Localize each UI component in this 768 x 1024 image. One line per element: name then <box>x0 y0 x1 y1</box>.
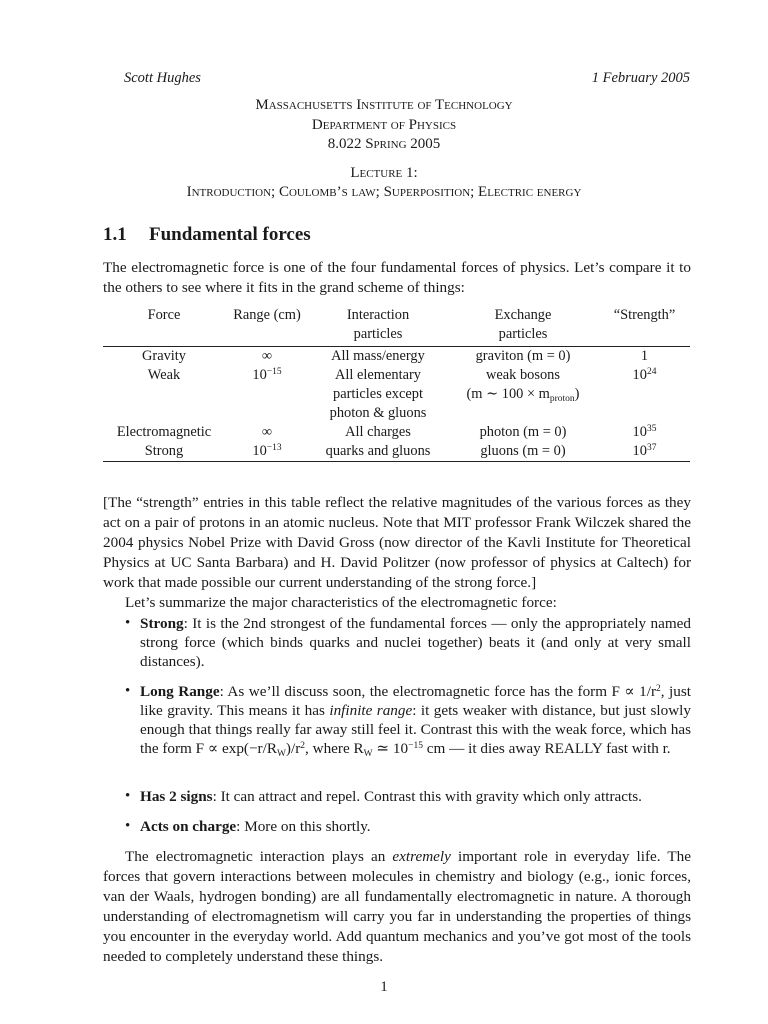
cell-exchange: gluons (m = 0) <box>447 442 599 462</box>
emphasis-extremely: extremely <box>392 848 451 865</box>
table-header-row <box>103 306 690 347</box>
table-row-strong <box>103 442 690 462</box>
intro-text: The electromagnetic force is one of the four fundamental forces of physics. Let’s compare it to the others to see where it fits in the grand scheme of things: <box>103 259 691 296</box>
bullet-dot: • <box>125 818 131 834</box>
section-number: 1.1 <box>103 224 127 245</box>
cell-interaction: All charges <box>345 424 411 440</box>
cell-interaction: All elementary particles except photon & gluons <box>329 367 427 421</box>
bullet-strong <box>125 614 691 671</box>
note-text: [The “strength” entries in this table reflect the relative magnitudes of the various forces as they act on a pair of protons in an atomic nucleus. Note that MIT professor Frank Wilczek shared the 2004 physics Nobel Prize with David Gross (now director of the Kavli Institute for Theoretical Physics at UC Santa Barbara) and H. David Politzer (now professor of physics at Caltech) for work that made possible our current understanding of the strong force.] <box>103 494 691 591</box>
summary-text: Let’s summarize the major characteristics of the electromagnetic force: <box>125 594 557 611</box>
cell-range: $10^{-15}$ <box>252 367 282 383</box>
cell-force: Gravity <box>103 347 225 367</box>
header-exchange: Exchange particles <box>494 307 552 342</box>
department-name: Department of Physics <box>311 117 457 133</box>
header-force: Force <box>147 307 181 323</box>
cell-exchange: weak bosons (m ∼ $100 \times m_{proton}$) <box>466 367 580 404</box>
section-title: Fundamental forces <box>149 224 311 245</box>
cell-range: $10^{-13}$ <box>225 442 309 462</box>
bullet-text: : It can attract and repel. Contrast this with gravity which only attracts. <box>212 788 642 805</box>
institution-name: Massachusetts Institute of Technology <box>255 97 513 113</box>
bullet-dot: • <box>125 683 131 699</box>
table-row-gravity <box>103 347 690 367</box>
cell-interaction: All mass/energy <box>309 347 447 367</box>
header-interaction: Interaction particles <box>346 307 410 342</box>
cell-exchange: graviton (m = 0) <box>447 347 599 367</box>
forces-table <box>103 306 691 462</box>
cell-range: ∞ <box>261 424 273 440</box>
bullet-label: Strong <box>140 615 184 632</box>
table-row-weak <box>103 366 690 423</box>
bullet-text: : It is the 2nd strongest of the fundamental forces — only the appropriately named strong force (which binds quarks and nuclei together) beats it (and only at very small distances). <box>140 615 691 670</box>
bullet-label: Long Range <box>140 683 220 700</box>
cell-strength: $10^{37}$ <box>599 442 690 462</box>
header-strength: “Strength” <box>613 307 676 323</box>
bullet-long-range: • Long Range: As we’ll discuss soon, the electromagnetic force has the form $F \propto 1/r^2$, just like gravity. This means it has infinite range: it gets weaker with distance, but just slowly enough that things really far away still feel it. Contrast this with the weak force, which has the form $F \propto \exp(-r/R_W)/r^2$, where $R_W$ ≃ $10^{-15}$ cm — it dies away REALLY fast with r. <box>125 683 691 759</box>
table-row-electromagnetic <box>103 423 690 442</box>
cell-strength: $10^{24}$ <box>632 367 657 383</box>
bullet-dot: • <box>125 788 131 804</box>
lecture-number: Lecture 1: <box>350 165 418 181</box>
cell-force: Electromagnetic <box>116 424 212 440</box>
section-heading <box>103 224 311 246</box>
cell-exchange: photon (m = 0) <box>479 424 567 440</box>
cell-strength: $10^{35}$ <box>632 424 657 440</box>
bullet-label: Has 2 signs <box>140 788 213 805</box>
bullet-dot: • <box>125 615 131 631</box>
bullet-label: Acts on charge <box>140 818 237 835</box>
bullet-two-signs <box>125 787 691 806</box>
lecture-topics: Introduction; Coulomb’s law; Superposition; Electric energy <box>186 184 582 200</box>
note-paragraph <box>103 493 691 613</box>
page-number: 1 <box>380 979 388 995</box>
closing-paragraph: The electromagnetic interaction plays an extremely important role in everyday life. The forces that govern interactions between molecules in chemistry and biology (e.g., ionic forces, van der Waals, hydrogen bonding) are all fundamentally electromagnetic in nature. A thorough understanding of electromagnetism will carry you far in understanding the properties of things you encounter in the everyday world. Add quantum mechanics and you’ve got most of the tools needed to completely understand these things. <box>103 848 691 965</box>
course-name: 8.022 Spring 2005 <box>327 136 441 152</box>
cell-range: ∞ <box>225 347 309 367</box>
emphasis-infinite-range: infinite range <box>329 702 413 719</box>
header-range: Range (cm) <box>233 307 301 323</box>
bullet-text: : More on this shortly. <box>236 818 371 835</box>
header-date: 1 February 2005 <box>591 70 690 86</box>
cell-interaction: quarks and gluons <box>309 442 447 462</box>
intro-paragraph <box>103 258 691 298</box>
bullet-acts-on-charge <box>125 817 691 836</box>
cell-force: Weak <box>147 367 181 383</box>
author-name: Scott Hughes <box>124 70 201 86</box>
cell-force: Strong <box>103 442 225 462</box>
cell-strength: 1 <box>599 347 690 367</box>
